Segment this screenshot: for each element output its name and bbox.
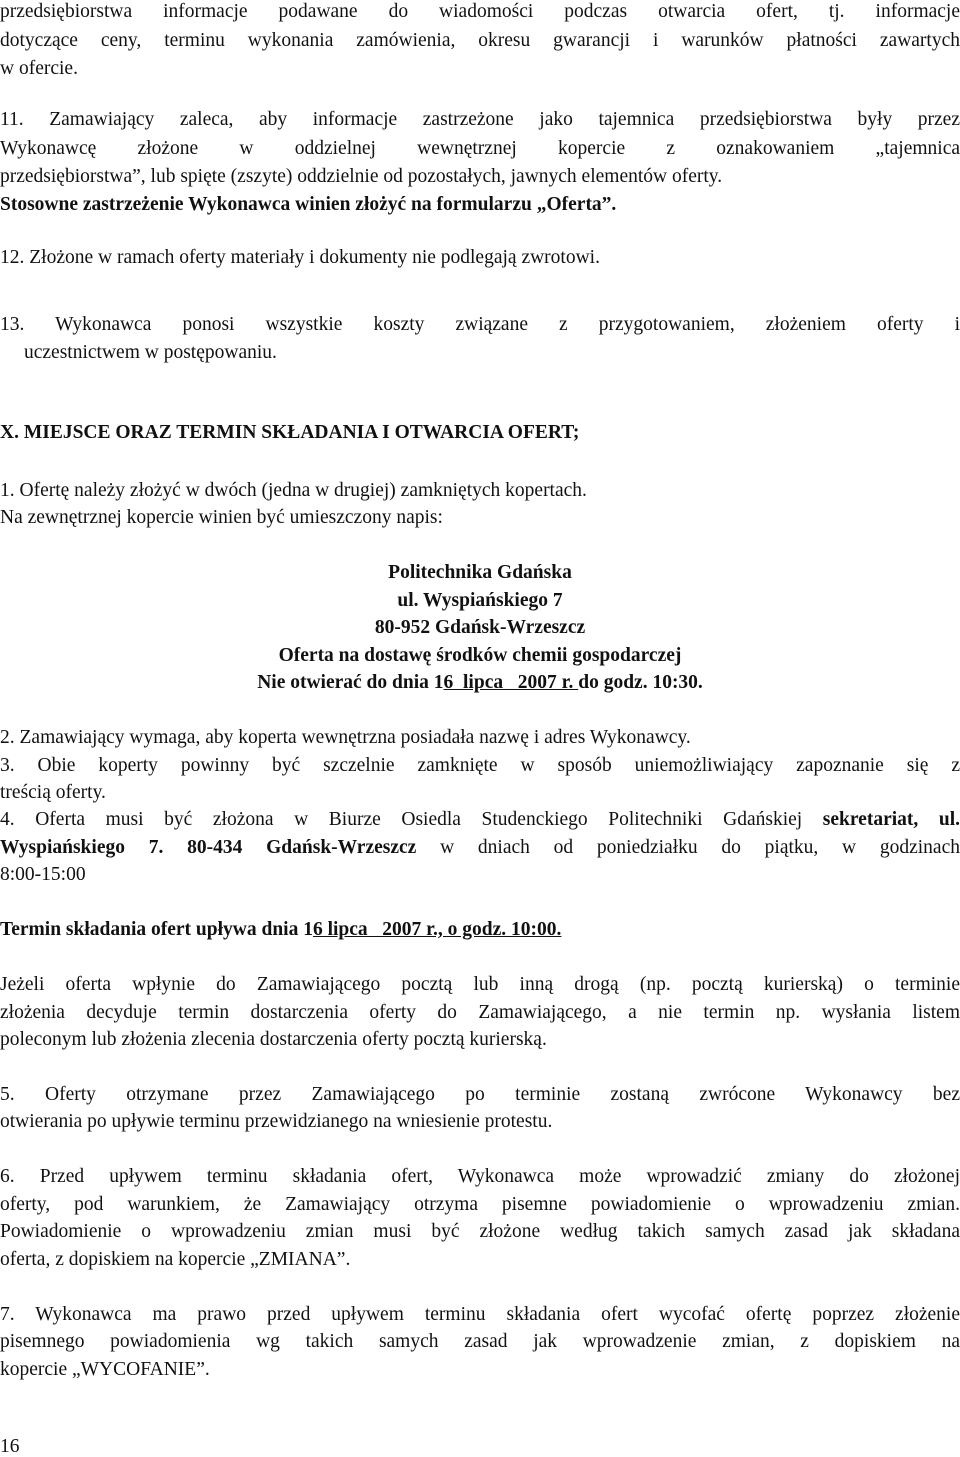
deadline-a: Termin składania ofert upływa dnia 1 <box>0 919 313 940</box>
intro-line-2: dotyczące ceny, terminu wykonania zamówienia, okresu gwarancji i warunków płatności zawartych <box>0 30 960 51</box>
item-13-line-1: 13. Wykonawca ponosi wszystkie koszty związane z przygotowaniem, złożeniem oferty i <box>0 314 960 335</box>
point-4-address: Wyspiańskiego 7. 80-434 Gdańsk-Wrzeszcz <box>0 837 417 858</box>
point-7-line-3: kopercie „WYCOFANIE”. <box>0 1359 210 1380</box>
intro-line-1: przedsiębiorstwa informacje podawane do wiadomości podczas otwarcia ofert, tj. informacje <box>0 1 960 22</box>
postal-line-2: złożenia decyduje termin dostarczenia oferty do Zamawiającego, a nie termin np. wysłania listem <box>0 1002 960 1023</box>
intro-line-3: w ofercie. <box>0 58 78 79</box>
postal-line-3: poleconym lub złożenia zlecenia dostarczenia oferty pocztą kurierską. <box>0 1029 547 1050</box>
point-4-line-3: 8:00-15:00 <box>0 864 86 885</box>
point-6-line-3: Powiadomienie o wprowadzeniu zmian musi być złożone według takich samych zasad jak składana <box>0 1221 960 1242</box>
section-heading: X. MIEJSCE ORAZ TERMIN SKŁADANIA I OTWARCIA OFERT; <box>0 422 580 443</box>
point-1-line-2: Na zewnętrznej kopercie winien być umieszczony napis: <box>0 507 443 528</box>
envelope-line-4: Oferta na dostawę środków chemii gospodarczej <box>278 645 682 666</box>
point-6-line-1: 6. Przed upływem terminu składania ofert, Wykonawca może wprowadzić zmiany do złożonej <box>0 1166 960 1187</box>
point-4-line-1-b: sekretariat, ul. <box>822 809 960 830</box>
envelope-line-2: ul. Wyspiańskiego 7 <box>397 590 563 611</box>
item-11-line-3: przedsiębiorstwa”, lub spięte (zszyte) oddzielnie od pozostałych, jawnych elementów oferty. <box>0 166 723 187</box>
point-6-line-4: oferta, z dopiskiem na kopercie „ZMIANA”. <box>0 1249 351 1270</box>
item-12: 12. Złożone w ramach oferty materiały i dokumenty nie podlegają zwrotowi. <box>0 247 600 268</box>
envelope-line-5 <box>0 673 960 693</box>
envelope-line-5-b: do godz. 10:30. <box>578 672 703 693</box>
postal-line-1: Jeżeli oferta wpłynie do Zamawiającego pocztą lub inną drogą (np. pocztą kurierską) o terminie <box>0 974 960 995</box>
point-3-line-2: treścią oferty. <box>0 782 106 803</box>
envelope-line-5-a: Nie otwierać do dnia 1 <box>257 672 444 693</box>
point-4-line-1-a: 4. Oferta musi być złożona w Biurze Osiedla Studenckiego Politechniki Gdańskiej <box>0 809 823 830</box>
envelope-line-3: 80-952 Gdańsk-Wrzeszcz <box>374 617 586 638</box>
point-4-line-2 <box>0 838 960 858</box>
deadline-line <box>0 920 561 940</box>
point-7-line-2: pisemnego powiadomienia wg takich samych zasad jak wprowadzenie zmian, z dopiskiem na <box>0 1331 960 1352</box>
item-11-line-1: 11. Zamawiający zaleca, aby informacje zastrzeżone jako tajemnica przedsiębiorstwa były przez <box>0 109 960 130</box>
point-5-line-2: otwierania po upływie terminu przewidzianego na wniesienie protestu. <box>0 1111 553 1132</box>
deadline-underlined: 6 lipca 2007 r., o godz. 10:00. <box>312 919 562 940</box>
envelope-line-1: Politechnika Gdańska <box>388 562 572 583</box>
point-1-line-1: 1. Ofertę należy złożyć w dwóch (jedna w drugiej) zamkniętych kopertach. <box>0 480 587 501</box>
point-6-line-2: oferty, pod warunkiem, że Zamawiający otrzyma pisemne powiadomienie o wprowadzeniu zmian. <box>0 1194 960 1215</box>
point-2: 2. Zamawiający wymaga, aby koperta wewnętrzna posiadała nazwę i adres Wykonawcy. <box>0 727 691 748</box>
point-3-line-1: 3. Obie koperty powinny być szczelnie zamknięte w sposób uniemożliwiający zapoznanie się z <box>0 755 960 776</box>
point-4-line-2-b: w dniach od poniedziałku do piątku, w godzinach <box>416 837 960 858</box>
envelope-date-underlined: 6 lipca 2007 r. <box>443 672 579 693</box>
item-13-line-2: uczestnictwem w postępowaniu. <box>24 342 277 363</box>
point-5-line-1: 5. Oferty otrzymane przez Zamawiającego po terminie zostaną zwrócone Wykonawcy bez <box>0 1084 960 1105</box>
point-7-line-1: 7. Wykonawca ma prawo przed upływem terminu składania ofert wycofać ofertę poprzez złożenie <box>0 1304 960 1325</box>
page-number: 16 <box>0 1436 20 1457</box>
item-11-line-2: Wykonawcę złożone w oddzielnej wewnętrznej kopercie z oznakowaniem „tajemnica <box>0 138 960 159</box>
item-11-line-4: Stosowne zastrzeżenie Wykonawca winien złożyć na formularzu „Oferta”. <box>0 194 617 215</box>
point-4-line-1 <box>0 810 960 830</box>
